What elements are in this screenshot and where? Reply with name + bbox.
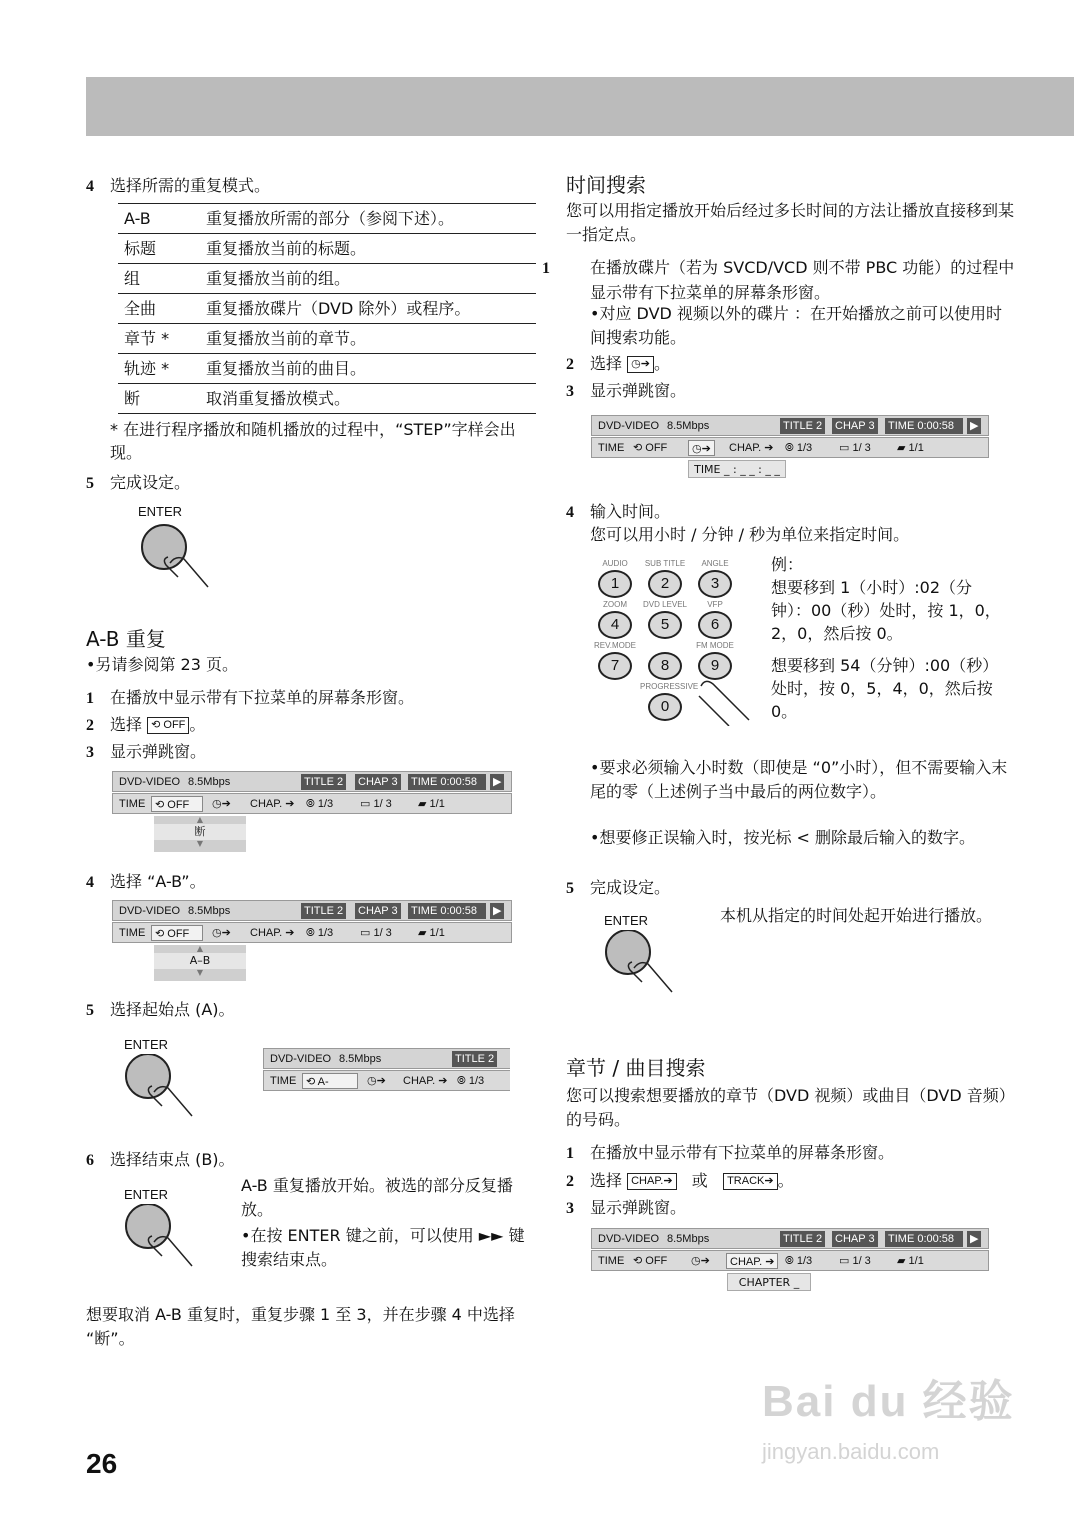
- ab-repeat-title: A-B 重复: [86, 627, 166, 651]
- page-number: 26: [86, 1448, 118, 1479]
- clock-arrow-icon: ◷➔: [212, 927, 231, 939]
- ts-step-1: 1 在播放碟片（若为 SVCD/VCD 则不带 PBC 功能）的过程中显示带有下拉菜单的屏幕条形窗。: [542, 258, 1015, 302]
- key-label: VFP: [707, 600, 723, 609]
- popup-chapter-input: CHAPTER _: [727, 1273, 811, 1291]
- play-icon: ▶: [490, 903, 504, 919]
- mode-row: [118, 324, 536, 354]
- step-4-select-mode: 4 选择所需的重复模式。: [86, 176, 271, 195]
- footnote: * 在进行程序播放和随机播放的过程中，“STEP”字样会出现。: [110, 420, 516, 462]
- mode-key: 轨迹 *: [118, 354, 206, 384]
- clock-arrow-icon: ◷➔: [688, 440, 715, 456]
- osd-bar-chapter: DVD-VIDEO 8.5Mbps TITLE 2 CHAP 3 TIME 0:00:58 ▶ TIME ⟲ OFF ◷➔ CHAP. ➔ ⦾ 1/3 ▭ 1/ 3 ▰ 1/1: [591, 1228, 989, 1272]
- mode-desc: 重复播放当前的曲目。: [206, 354, 536, 384]
- enter-button-illustration-4: ENTER: [598, 912, 688, 1012]
- play-icon: ▶: [967, 418, 981, 434]
- track-box: TRACK➔: [723, 1173, 778, 1190]
- number-key: 6: [698, 611, 732, 639]
- mode-row: [118, 384, 536, 414]
- number-key: 4: [598, 611, 632, 639]
- ts-note-2: •想要修正误输入时，按光标 < 删除最后输入的数字。: [590, 828, 976, 847]
- key-label: FM MODE: [696, 641, 734, 650]
- mode-key: 标题: [118, 234, 206, 264]
- ab-step-2: 2 选择 ⟲ OFF 。: [86, 715, 206, 734]
- cancel-note: 想要取消 A-B 重复时，重复步骤 1 至 3，并在步骤 4 中选择 “断”。: [86, 1305, 515, 1348]
- time-search-intro: 您可以用指定播放开始后经过多长时间的方法让播放直接移到某一指定点。: [566, 201, 1015, 244]
- ts-step-2: 2 选择 ◷➔ 。: [566, 354, 670, 373]
- number-key: 0: [648, 693, 682, 721]
- mode-row: [118, 354, 536, 384]
- ab-step-3: 3 显示弹跳窗。: [86, 742, 207, 761]
- ts-step-5-desc: 本机从指定的时间处起开始进行播放。: [720, 906, 993, 925]
- ts-step-4-desc: 您可以用小时 / 分钟 / 秒为单位来指定时间。: [590, 525, 910, 544]
- repeat-icon: ⟲: [151, 719, 161, 731]
- enter-button-illustration-3: ENTER: [118, 1186, 208, 1286]
- watermark-logo: Bai du 经验: [762, 1377, 1015, 1426]
- clock-arrow-icon: ◷➔: [212, 798, 231, 810]
- cs-step-1: 1 在播放中显示带有下拉菜单的屏幕条形窗。: [566, 1143, 895, 1162]
- hand-press-icon: [130, 521, 220, 601]
- mode-desc: 重复播放当前的章节。: [206, 324, 536, 354]
- osd-bar-ab-start: DVD-VIDEO 8.5Mbps TITLE 2 TIME ⟲ A- ◷➔ CHAP. ➔ ⦾ 1/3: [263, 1048, 510, 1092]
- ab-step-4: 4 选择 “A-B”。: [86, 872, 206, 891]
- ts-step-3: 3 显示弹跳窗。: [566, 381, 687, 400]
- example-1: 想要移到 1（小时）:02（分钟）：00（秒）处时，按 1，0，2，0，然后按 0。: [771, 578, 1001, 643]
- clock-arrow-icon: ◷➔: [691, 1255, 710, 1267]
- mode-key: 组: [118, 264, 206, 294]
- key-label: ANGLE: [701, 559, 729, 568]
- cs-step-3: 3 显示弹跳窗。: [566, 1198, 687, 1217]
- cs-step-2: 2 选择 CHAP.➔ 或 TRACK➔ 。: [566, 1171, 794, 1190]
- mode-row: [118, 204, 536, 234]
- clock-arrow-icon: ◷➔: [367, 1075, 386, 1087]
- number-key: 9: [698, 652, 732, 680]
- key-label: REV.MODE: [594, 641, 636, 650]
- chap-box: CHAP.➔: [627, 1173, 676, 1190]
- hand-press-icon: [118, 1204, 208, 1284]
- mode-row: [118, 234, 536, 264]
- ab-step-1: 1 在播放中显示带有下拉菜单的屏幕条形窗。: [86, 688, 415, 707]
- ts-step-5: 5 完成设定。: [566, 878, 671, 897]
- time-search-title: 时间搜索: [566, 173, 646, 197]
- mode-desc: 重复播放碟片（DVD 除外）或程序。: [206, 294, 536, 324]
- watermark-url: jingyan.baidu.com: [762, 1439, 940, 1464]
- step-5-complete: 5 完成设定。: [86, 473, 191, 492]
- mode-desc: 重复播放当前的标题。: [206, 234, 536, 264]
- chapter-search-title: 章节 / 曲目搜索: [566, 1056, 706, 1080]
- mode-key: A-B: [118, 204, 206, 234]
- number-key: 1: [598, 570, 632, 598]
- enter-button-illustration: ENTER: [130, 503, 220, 603]
- ab-step-6-note: •在按 ENTER 键之前，可以使用 ►► 键搜索结束点。: [241, 1226, 525, 1269]
- mode-row: [118, 264, 536, 294]
- number-key: 3: [698, 570, 732, 598]
- popup-off: ▲ 断 ▼: [154, 816, 246, 852]
- mode-desc: 重复播放所需的部分（参阅下述）。: [206, 204, 536, 234]
- play-icon: ▶: [967, 1231, 981, 1247]
- example-heading: 例：: [771, 555, 804, 574]
- repeat-icon: ⟲: [633, 1255, 643, 1267]
- popup-time-input: TIME _ : _ _ : _ _: [688, 460, 786, 478]
- ab-step-6-desc: A-B 重复播放开始。被选的部分反复播放。: [241, 1176, 513, 1219]
- header-bar: [86, 77, 1074, 136]
- popup-ab: ▲ A–B ▼: [154, 945, 246, 981]
- mode-row: [118, 294, 536, 324]
- key-label: SUB TITLE: [644, 559, 686, 568]
- ts-note-1: •要求必须输入小时数（即使是 “0”小时），但不需要输入末尾的零（上述例子当中最后的两位数字）。: [590, 758, 1008, 801]
- repeat-mode-table: [118, 203, 536, 414]
- ab-reference: •另请参阅第 23 页。: [86, 655, 238, 674]
- finger-press-icon: [695, 676, 755, 726]
- repeat-icon: ⟲: [306, 1076, 316, 1088]
- hand-press-icon: [118, 1054, 208, 1134]
- key-label: ZOOM: [603, 600, 627, 609]
- enter-button-illustration-2: ENTER: [118, 1036, 208, 1136]
- ts-step-1-note: •对应 DVD 视频以外的碟片 ：在开始播放之前可以使用时间搜索功能。: [590, 304, 1003, 347]
- mode-key: 章节 *: [118, 324, 206, 354]
- ts-step-4: 4 输入时间。: [566, 502, 671, 521]
- mode-desc: 重复播放当前的组。: [206, 264, 536, 294]
- number-key: 8: [648, 652, 682, 680]
- repeat-icon: ⟲: [633, 442, 643, 454]
- ab-step-6: 6 选择结束点 (B)。: [86, 1150, 235, 1169]
- number-key: 5: [648, 611, 682, 639]
- chapter-search-intro: 您可以搜索想要播放的章节（DVD 视频）或曲目（DVD 音频）的号码。: [566, 1086, 1015, 1129]
- mode-key: 断: [118, 384, 206, 414]
- mode-key: 全曲: [118, 294, 206, 324]
- key-label: AUDIO: [602, 559, 628, 568]
- osd-bar-ab2: DVD-VIDEO 8.5Mbps TITLE 2 CHAP 3 TIME 0:00:58 ▶ TIME ⟲ OFF ◷➔ CHAP. ➔ ⦾ 1/3 ▭ 1/ 3 ▰ 1/1: [112, 900, 512, 944]
- repeat-icon: ⟲: [155, 928, 165, 940]
- hand-press-icon: [598, 930, 688, 1010]
- example-2: 想要移到 54（分钟）:00（秒）处时，按 0，5，4，0，然后按 0。: [771, 656, 999, 721]
- repeat-icon: ⟲: [155, 799, 165, 811]
- key-label: DVD LEVEL: [642, 600, 688, 609]
- osd-bar-ab1: DVD-VIDEO 8.5Mbps TITLE 2 CHAP 3 TIME 0:00:58 ▶ TIME ⟲ OFF ◷➔ CHAP. ➔ ⦾ 1/3 ▭ 1/ 3 ▰ 1/1: [112, 771, 512, 815]
- play-icon: ▶: [490, 774, 504, 790]
- clock-arrow-box: ◷➔: [627, 356, 654, 373]
- number-key: 2: [648, 570, 682, 598]
- key-label: PROGRESSIVE: [640, 682, 699, 691]
- number-key: 7: [598, 652, 632, 680]
- osd-bar-time: DVD-VIDEO 8.5Mbps TITLE 2 CHAP 3 TIME 0:00:58 ▶ TIME ⟲ OFF ◷➔ CHAP. ➔ ⦾ 1/3 ▭ 1/ 3 ▰ 1/1: [591, 415, 989, 459]
- mode-desc: 取消重复播放模式。: [206, 384, 536, 414]
- repeat-off-box: ⟲ OFF: [147, 717, 189, 734]
- ab-step-5: 5 选择起始点 (A)。: [86, 1000, 235, 1019]
